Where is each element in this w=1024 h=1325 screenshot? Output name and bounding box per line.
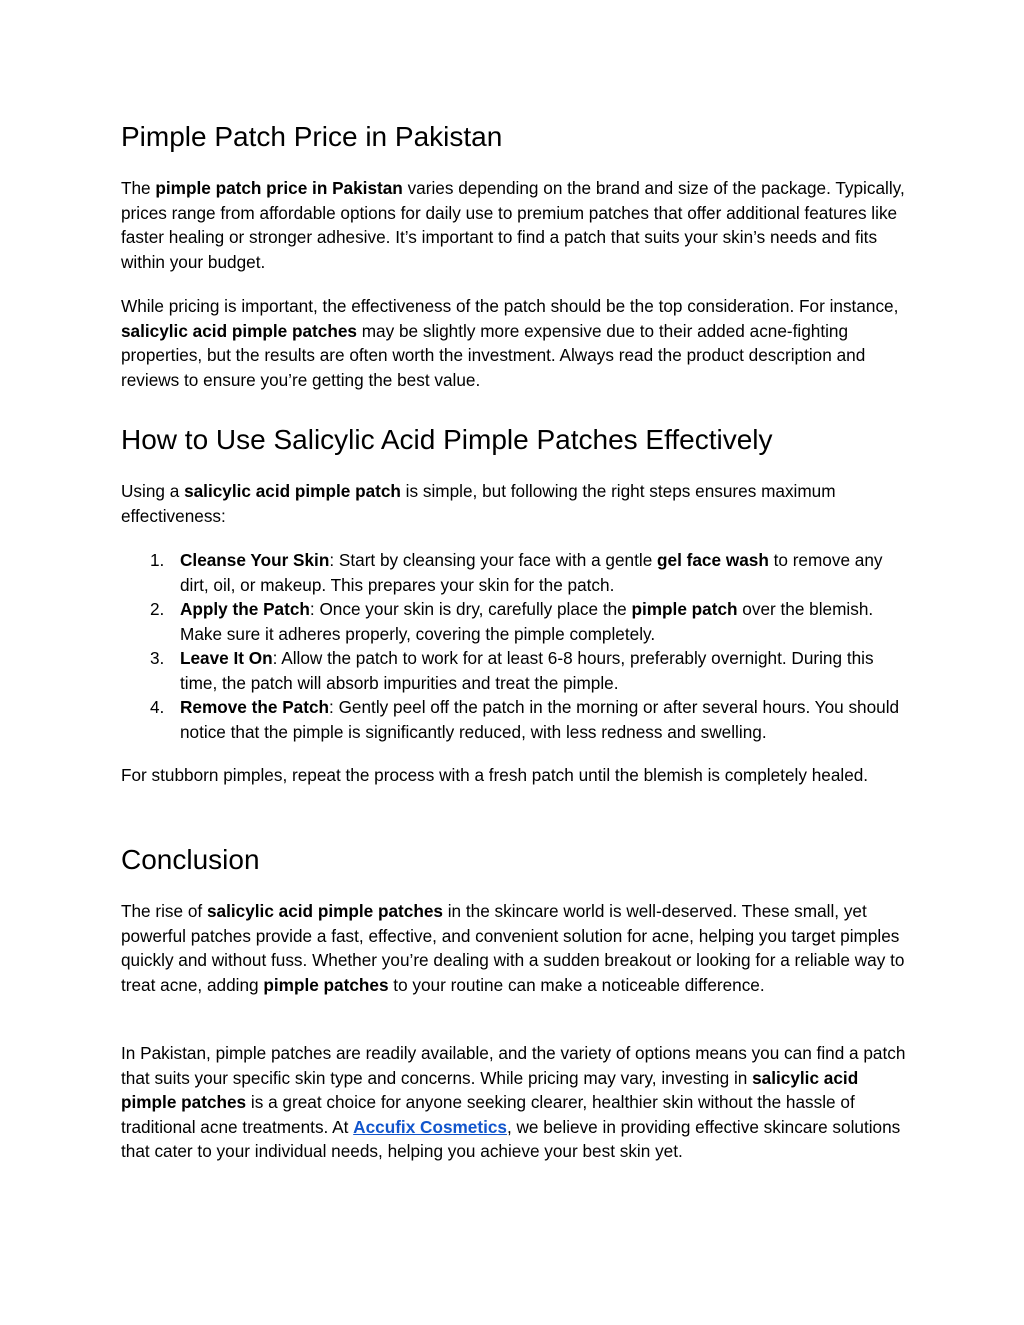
text: The	[121, 178, 156, 198]
bold-keyword: pimple patch price in Pakistan	[155, 178, 403, 198]
text: : Start by cleansing your face with a gentle	[329, 550, 658, 570]
list-item	[121, 548, 906, 597]
heading-conclusion: Conclusion	[121, 844, 260, 875]
accufix-cosmetics-link[interactable]: Accufix Cosmetics	[353, 1116, 507, 1137]
list-item	[121, 695, 906, 744]
bold-keyword: salicylic acid pimple patches	[121, 1067, 859, 1112]
text: over the blemish. Make sure it adheres properly, covering the pimple completely.	[180, 599, 874, 644]
text: While pricing is important, the effectiveness of the patch should be the top consideration. For instance,	[121, 296, 899, 316]
bold-keyword: pimple patches	[263, 974, 389, 995]
paragraph-how-to-outro: For stubborn pimples, repeat the process with a fresh patch until the blemish is completely healed.	[121, 765, 869, 785]
step-title: Remove the Patch	[180, 697, 330, 717]
step-title: Apply the Patch	[180, 599, 310, 619]
heading-how-to-use: How to Use Salicylic Acid Pimple Patches Effectively	[121, 424, 773, 455]
paragraph-price-intro	[121, 176, 906, 274]
paragraph-price-effectiveness	[121, 294, 906, 392]
step-title: Leave It On	[180, 648, 273, 668]
text: : Gently peel off the patch in the morning or after several hours. You should notice that the pimple is significantly reduced, with less redness and swelling.	[180, 697, 900, 742]
steps-list	[121, 548, 906, 744]
step-title: Cleanse Your Skin	[180, 550, 330, 570]
bold-keyword: salicylic acid pimple patch	[184, 481, 401, 501]
list-number: 3.	[150, 648, 165, 668]
text: : Once your skin is dry, carefully place the	[309, 599, 632, 619]
text: Using a	[121, 481, 185, 501]
bold-keyword: pimple patch	[631, 599, 738, 619]
text: The rise of	[121, 901, 207, 921]
list-number: 4.	[150, 697, 165, 717]
list-number: 1.	[150, 550, 165, 570]
text: varies depending on the brand and size of the package. Typically, prices range from affordable options for daily use to premium patches that offer additional features like faster healing or stronger adhesive. It’s important to find a patch that suits your skin’s needs and fits within your budget.	[121, 178, 905, 272]
text: In Pakistan, pimple patches are readily available, and the variety of options means you can find a patch that suits your specific skin type and concerns. While pricing may vary, investing in	[121, 1043, 906, 1088]
bold-keyword: gel face wash	[657, 550, 769, 570]
paragraph-how-to-intro	[121, 479, 906, 528]
bold-keyword: salicylic acid pimple patches	[121, 320, 357, 341]
text: , we believe in providing effective skincare solutions that cater to your individual needs, helping you achieve your best skin yet.	[121, 1116, 901, 1161]
text: : Allow the patch to work for at least 6-8 hours, preferably overnight. During this time, the patch will absorb impurities and treat the pimple.	[180, 648, 874, 693]
bold-keyword: salicylic acid pimple patches	[206, 901, 443, 921]
text: in the skincare world is well-deserved. These small, yet powerful patches provide a fast, effective, and convenient solution for acne, helping you target pimples quickly and without fuss. Whether you’re dealing with a sudden breakout or looking for a reliable way to treat acne, adding	[121, 901, 905, 995]
list-item	[121, 646, 906, 695]
list-item	[121, 597, 906, 646]
text: is simple, but following the right steps ensures maximum effectiveness:	[121, 481, 836, 526]
text: to your routine can make a noticeable difference.	[388, 974, 765, 995]
paragraph-conclusion-2	[121, 1041, 906, 1164]
list-number: 2.	[150, 599, 165, 619]
text: may be slightly more expensive due to their added acne-fighting properties, but the results are often worth the investment. Always read the product description and reviews to ensure you’re getting the best value.	[121, 320, 866, 390]
text: to remove any dirt, oil, or makeup. This prepares your skin for the patch.	[180, 550, 883, 595]
heading-pimple-patch-price: Pimple Patch Price in Pakistan	[121, 121, 503, 152]
text: is a great choice for anyone seeking clearer, healthier skin without the hassle of traditional acne treatments. At	[121, 1092, 855, 1137]
paragraph-conclusion-1	[121, 899, 906, 997]
